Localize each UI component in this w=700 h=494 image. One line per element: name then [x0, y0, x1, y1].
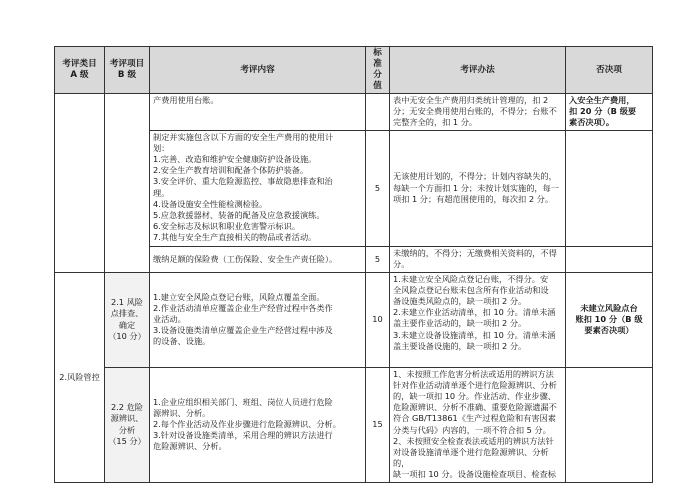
header-veto: 否决项 — [566, 47, 653, 94]
header-item-b: 考评项目 B 级 — [105, 47, 150, 94]
content-cell: 缴纳足额的保险费（工伤保险、安全生产责任险）。 — [150, 246, 366, 272]
table-row — [55, 367, 653, 482]
header-row — [55, 47, 653, 94]
method-cell: 未缴纳的，不得分；无缴费相关资料的，不得 分。 — [390, 246, 566, 272]
category-cell-empty — [55, 94, 105, 273]
method-cell: 1、未按照工作危害分析法或适用的辨识方法 针对作业活动清单逐个进行危险源辨识、分析 的，缺一项扣 10 分。作业活动、作业步骤、 危险源辨识、分析不准确、重要危险源遗漏不 符合 GB/T13861《生产过程危险和有害因素 分类与代码》内容的，一项不符合扣 5 分。 2、未按照安全检查表法或适用的辨识方法针 对设备设施清单逐个进行危险源辨识、分析的， 缺一项扣 10 分。设备设施检查项目、检查标 — [390, 367, 566, 482]
score-cell-empty — [366, 94, 390, 131]
score-cell: 5 — [366, 246, 390, 272]
content-cell: 产费用使用台账。 — [150, 94, 366, 131]
veto-cell-empty — [566, 246, 653, 272]
item-cell: 2.2 危险 源辨识、 分析 （15 分） — [105, 367, 150, 482]
header-method: 考评办法 — [390, 47, 566, 94]
method-cell: 表中无安全生产费用归类统计管理的，扣 2 分；无安全费用使用台账的，不得分；台账不 完整齐全的，扣 1 分。 — [390, 94, 566, 131]
method-cell: 无该使用计划的，不得分；计划内容缺失的， 每缺一个方面扣 1 分；未按计划实施的，每一 项扣 1 分；有超范围使用的，每次扣 2 分。 — [390, 130, 566, 246]
header-category-a: 考评类目 A 级 — [55, 47, 105, 94]
header-score: 标准 分值 — [366, 47, 390, 94]
header-content: 考评内容 — [150, 47, 366, 94]
score-cell: 5 — [366, 130, 390, 246]
veto-cell: 入安全生产费用， 扣 20 分（B 级要 素否决项）。 — [566, 94, 653, 131]
content-cell: 1.建立安全风险点登记台账，风险点覆盖全面。 2.作业活动清单应覆盖企业生产经营过程中各类作 业活动。 3.设备设施类清单应覆盖企业生产经营过程中涉及 的设备、设施。 — [150, 272, 366, 367]
score-cell: 15 — [366, 367, 390, 482]
veto-cell-empty — [566, 367, 653, 482]
content-cell: 1.企业应组织相关部门、班组、岗位人员进行危险 源辨识、分析。 2.每个作业活动及作业步骤进行危险源辨识、分析。 3.针对设备设施类清单，采用合理的辨识方法进行 危险源辨识、分析。 — [150, 367, 366, 482]
content-cell: 制定并实施包含以下方面的安全生产费用的使用计 划： 1.完善、改造和维护安全健康防护设备设施。 2.安全生产教育培训和配备个体防护装备。 3.安全评价、重大危险源监控、事故隐患排查和治 理。 4.设备设施安全性能检测检验。 5.应急救援器材、装备的配备及应急救援演练。 6.安全标志及标识和职业危害警示标识。 7.其他与安全生产直接相关的物品或者活动。 — [150, 130, 366, 246]
veto-cell: 未建立风险点台 账扣 10 分（B 级 要素否决项） — [566, 272, 653, 367]
veto-cell-empty — [566, 130, 653, 246]
score-cell: 10 — [366, 272, 390, 367]
evaluation-table — [54, 46, 653, 483]
category-cell-risk-control: 2.风险管控 — [55, 272, 105, 482]
item-cell-empty — [105, 94, 150, 273]
item-cell: 2.1 风险 点排查、 确定 （10 分） — [105, 272, 150, 367]
table-row — [55, 272, 653, 367]
table-row — [55, 94, 653, 131]
method-cell: 1.未建立安全风险点登记台账，不得分。安 全风险点登记台账未包含所有作业活动和设 备设施类风险点的，缺一项扣 2 分。 2.未建立作业活动清单，扣 10 分。清单未涵 盖主要作业活动的，缺一项扣 2 分。 3.未建立设备设施清单，扣 10 分。清单未涵 盖主要设备设施的，缺一项扣 2 分。 — [390, 272, 566, 367]
